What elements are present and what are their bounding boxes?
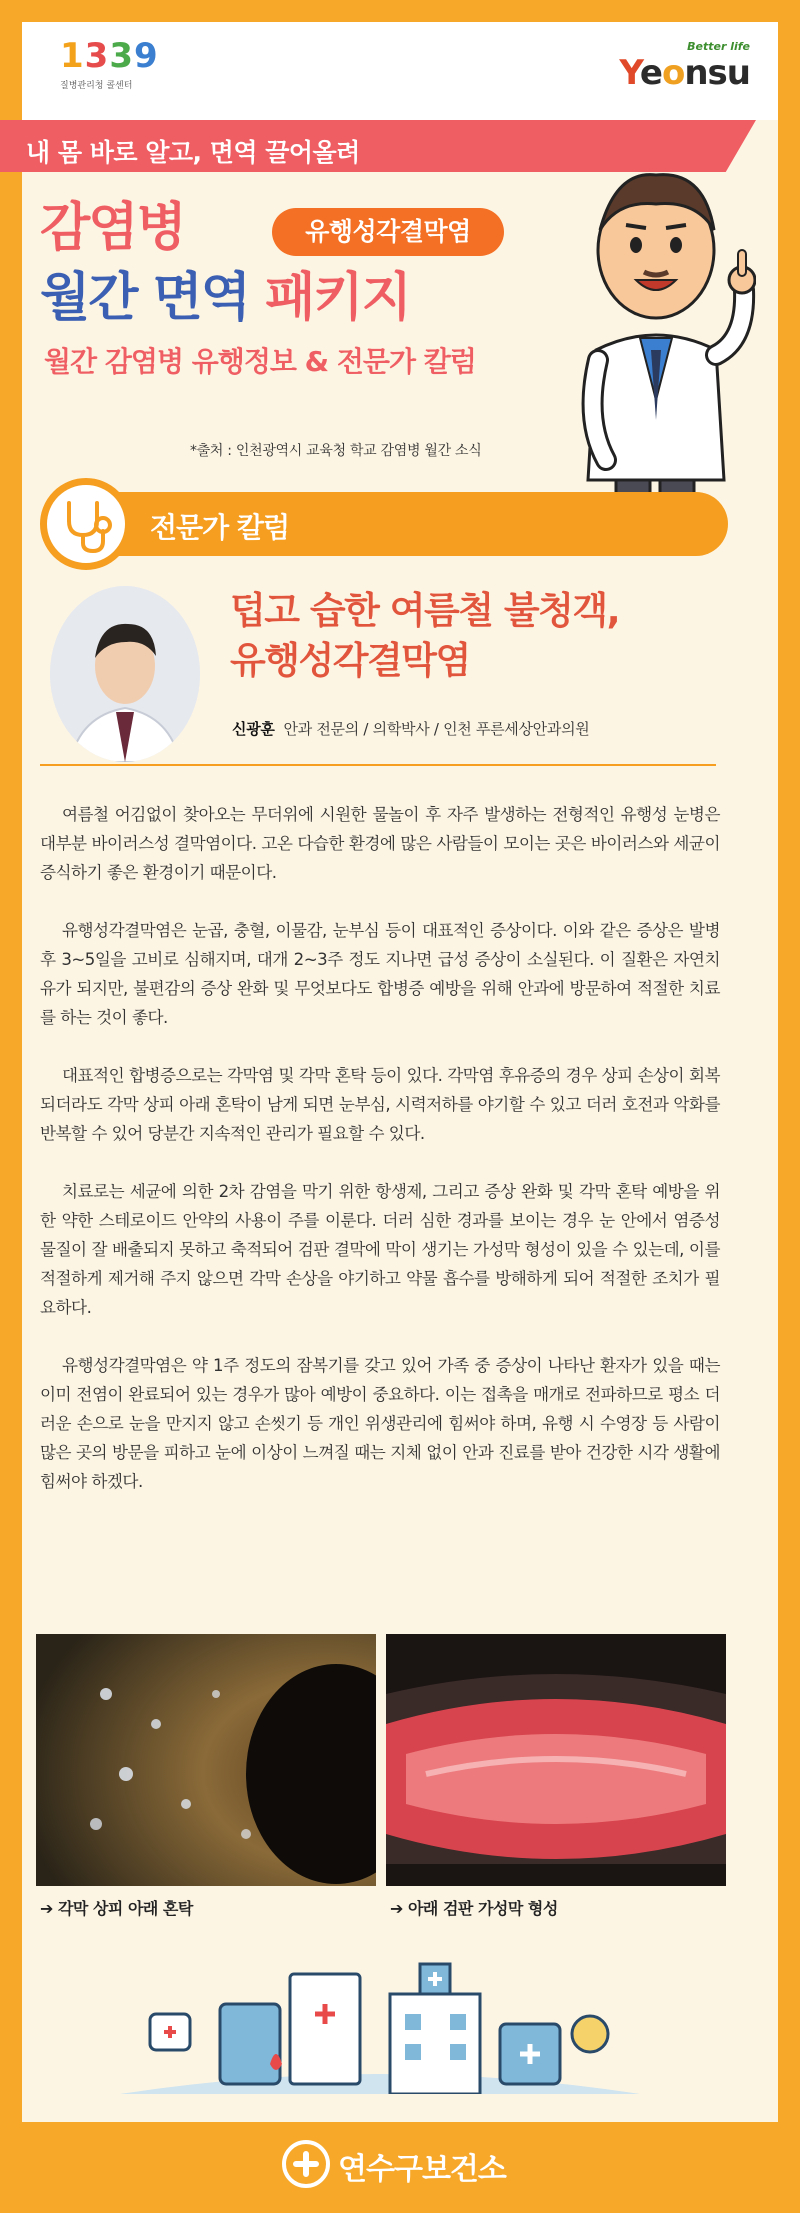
article-body: [40, 800, 720, 1525]
logo-tagline: Better life: [687, 40, 750, 53]
medical-illustration: [120, 1944, 640, 2094]
author-photo: [50, 586, 200, 762]
photo-row: [36, 1634, 726, 1886]
author-name: 신광훈: [232, 720, 275, 738]
paragraph: 유행성각결막염은 약 1주 정도의 잠복기를 갖고 있어 가족 중 증상이 나타난 환자가 있을 때는 이미 전염이 완료되어 있는 경우가 많아 예방이 중요하다. 이는 접촉을 매개로 전파하므로 평소 더러운 손으로 눈을 만지지 않고 손씻기 등 개인 위생관리에 힘써야 하며, 유행 시 수영장 등 사람이 많은 곳의 방문을 피하고 눈에 이상이 느껴질 때는 지체 없이 안과 진료를 받아 건강한 시각 생활에 힘써야 하겠다.: [40, 1356, 720, 1491]
paragraph: 치료로는 세균에 의한 2차 감염을 막기 위한 항생제, 그리고 증상 완화 및 각막 혼탁 예방을 위한 약한 스테로이드 안약의 사용이 주를 이룬다. 더러 심한 경과를 보이는 경우 눈 안에서 염증성 물질이 잘 배출되지 못하고 축적되어 검판 결막에 막이 생기는 가성막 형성이 있을 수 있는데, 이를 적절하게 제거해 주지 않으면 각막 손상을 야기하고 약물 흡수를 방해하게 되어 적절한 조치가 필요하다.: [40, 1182, 720, 1317]
paragraph: 대표적인 합병증으로는 각막염 및 각막 혼탁 등이 있다. 각막염 후유증의 경우 상피 손상이 회복되더라도 각막 상피 아래 혼탁이 남게 되면 눈부심, 시력저하를 야기할 수 있고 더러 호전과 악화를 반복할 수 있어 당분간 지속적인 관리가 필요할 수 있다.: [40, 1066, 720, 1143]
eyelid-photo: [386, 1634, 726, 1886]
title-line2: 월간 면역 패키지: [40, 268, 410, 328]
column-title: 전문가 칼럼: [150, 511, 289, 544]
cornea-photo: [36, 1634, 376, 1886]
health-center-logo-icon: [282, 2140, 330, 2188]
column-badge: [40, 478, 132, 570]
paragraph: 여름철 어김없이 찾아오는 무더위에 시원한 물놀이 후 자주 발생하는 전형적인 유행성 눈병은 대부분 바이러스성 결막염이다. 고온 다습한 환경에 많은 사람들이 모이는 곳은 바이러스와 세균이 증식하기 좋은 환경이기 때문이다.: [40, 805, 720, 882]
source-note: *출처 : 인천광역시 교육청 학교 감염병 월간 소식: [190, 443, 482, 459]
stethoscope-icon: [47, 485, 125, 563]
footer-org-name: 연수구보건소: [338, 2152, 506, 2187]
photo-caption: ➔ 아래 검판 가성막 형성: [390, 1899, 558, 1918]
doctor-illustration: [556, 100, 756, 540]
banner-text: 내 몸 바로 알고, 면역 끌어올려: [26, 138, 360, 167]
logo-caption: 질병관리청 콜센터: [60, 81, 133, 91]
topic-pill: 유행성각결막염: [272, 208, 504, 256]
paragraph: 유행성각결막염은 눈곱, 충혈, 이물감, 눈부심 등이 대표적인 증상이다. 이와 같은 증상은 발병 후 3~5일을 고비로 심해지며, 대개 2~3주 정도 지나면 급성 증상이 소실된다. 이 질환은 자연치유가 되지만, 불편감의 증상 완화 및 무엇보다도 합병증 예방을 위해 안과에 방문하여 적절한 치료를 하는 것이 좋다.: [40, 921, 720, 1027]
photo-caption: ➔ 각막 상피 아래 혼탁: [40, 1899, 193, 1918]
title-line1: 감염병: [40, 198, 185, 258]
author-line: [232, 718, 589, 739]
article-title: 덥고 습한 여름철 불청객, 유행성각결막염: [230, 589, 620, 682]
subtitle: 월간 감염병 유행정보 & 전문가 칼럼: [44, 345, 476, 378]
divider: [40, 764, 716, 766]
logo-yeonsu: Better life Yeonsu: [610, 40, 750, 110]
logo-1339: 1339 질병관리청 콜센터: [60, 36, 180, 106]
author-detail: 안과 전문의 / 의학박사 / 인천 푸른세상안과의원: [283, 720, 590, 738]
